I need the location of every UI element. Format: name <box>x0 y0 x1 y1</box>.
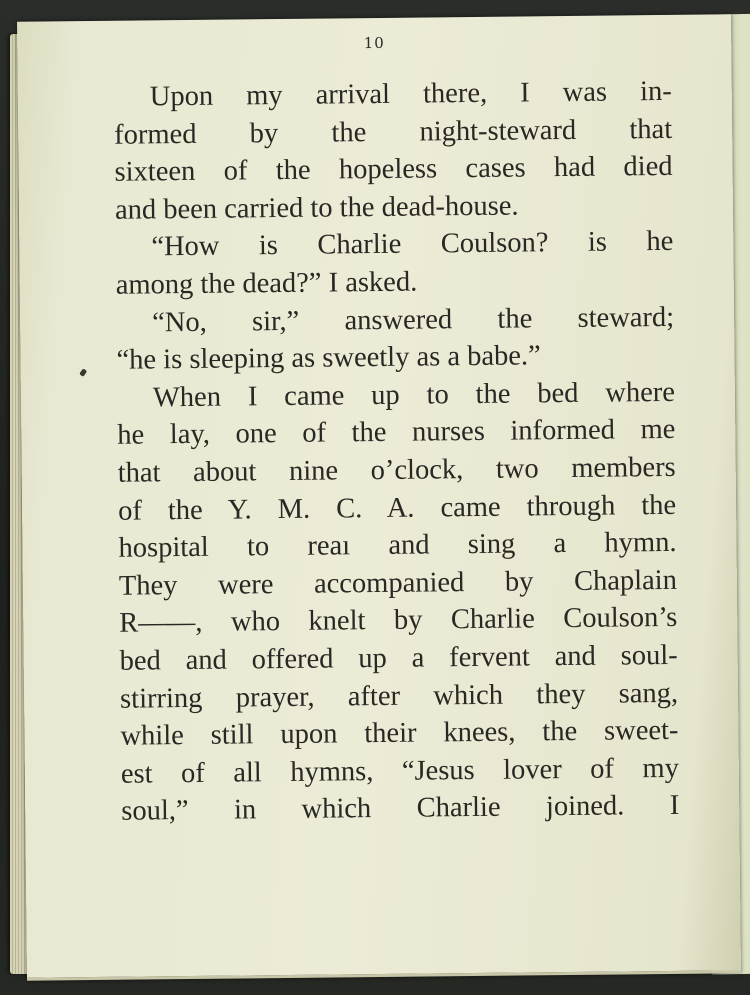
text-line: Upon my arrival there, I was in- <box>149 75 672 113</box>
page-number: 10 <box>363 33 385 53</box>
text-line: sixteen of the hopeless cases had died <box>114 151 673 188</box>
text-line: When I came up to the bed where <box>152 376 676 414</box>
text-line: bed and offered up a fervent and soul- <box>119 639 678 677</box>
text-line: stirring prayer, after which they sang, <box>119 677 679 715</box>
text-line: R——, who knelt by Charlie Coulson’s <box>119 602 678 640</box>
text-line: “he is sleeping as sweetly as a babe.” <box>116 340 541 376</box>
text-line: that about nine o’clock, two members <box>117 451 676 489</box>
text-line: among the dead?” I asked. <box>115 266 418 301</box>
text-line: formed by the night-steward that <box>114 113 673 151</box>
text-line: while still upon their knees, the sweet- <box>120 714 679 752</box>
text-line: of the Y. M. C. A. came through the <box>117 489 677 527</box>
body-text <box>114 73 680 831</box>
ink-speck <box>79 368 87 377</box>
text-line: soul,” in which Charlie joined. I <box>121 790 680 827</box>
text-line: he lay, one of the nurses informed me <box>117 414 676 452</box>
text-line: est of all hymns, “Jesus lover of my <box>120 752 680 790</box>
text-line: “No, sir,” answered the steward; <box>151 301 675 338</box>
book-page <box>17 14 741 980</box>
text-line: and been carried to the dead-house. <box>114 190 519 226</box>
text-line: hospital to reaı and sing a hymn. <box>118 527 677 564</box>
text-line: “How is Charlie Coulson? is he <box>151 226 674 263</box>
text-line: They were accompanied by Chaplain <box>118 564 678 602</box>
